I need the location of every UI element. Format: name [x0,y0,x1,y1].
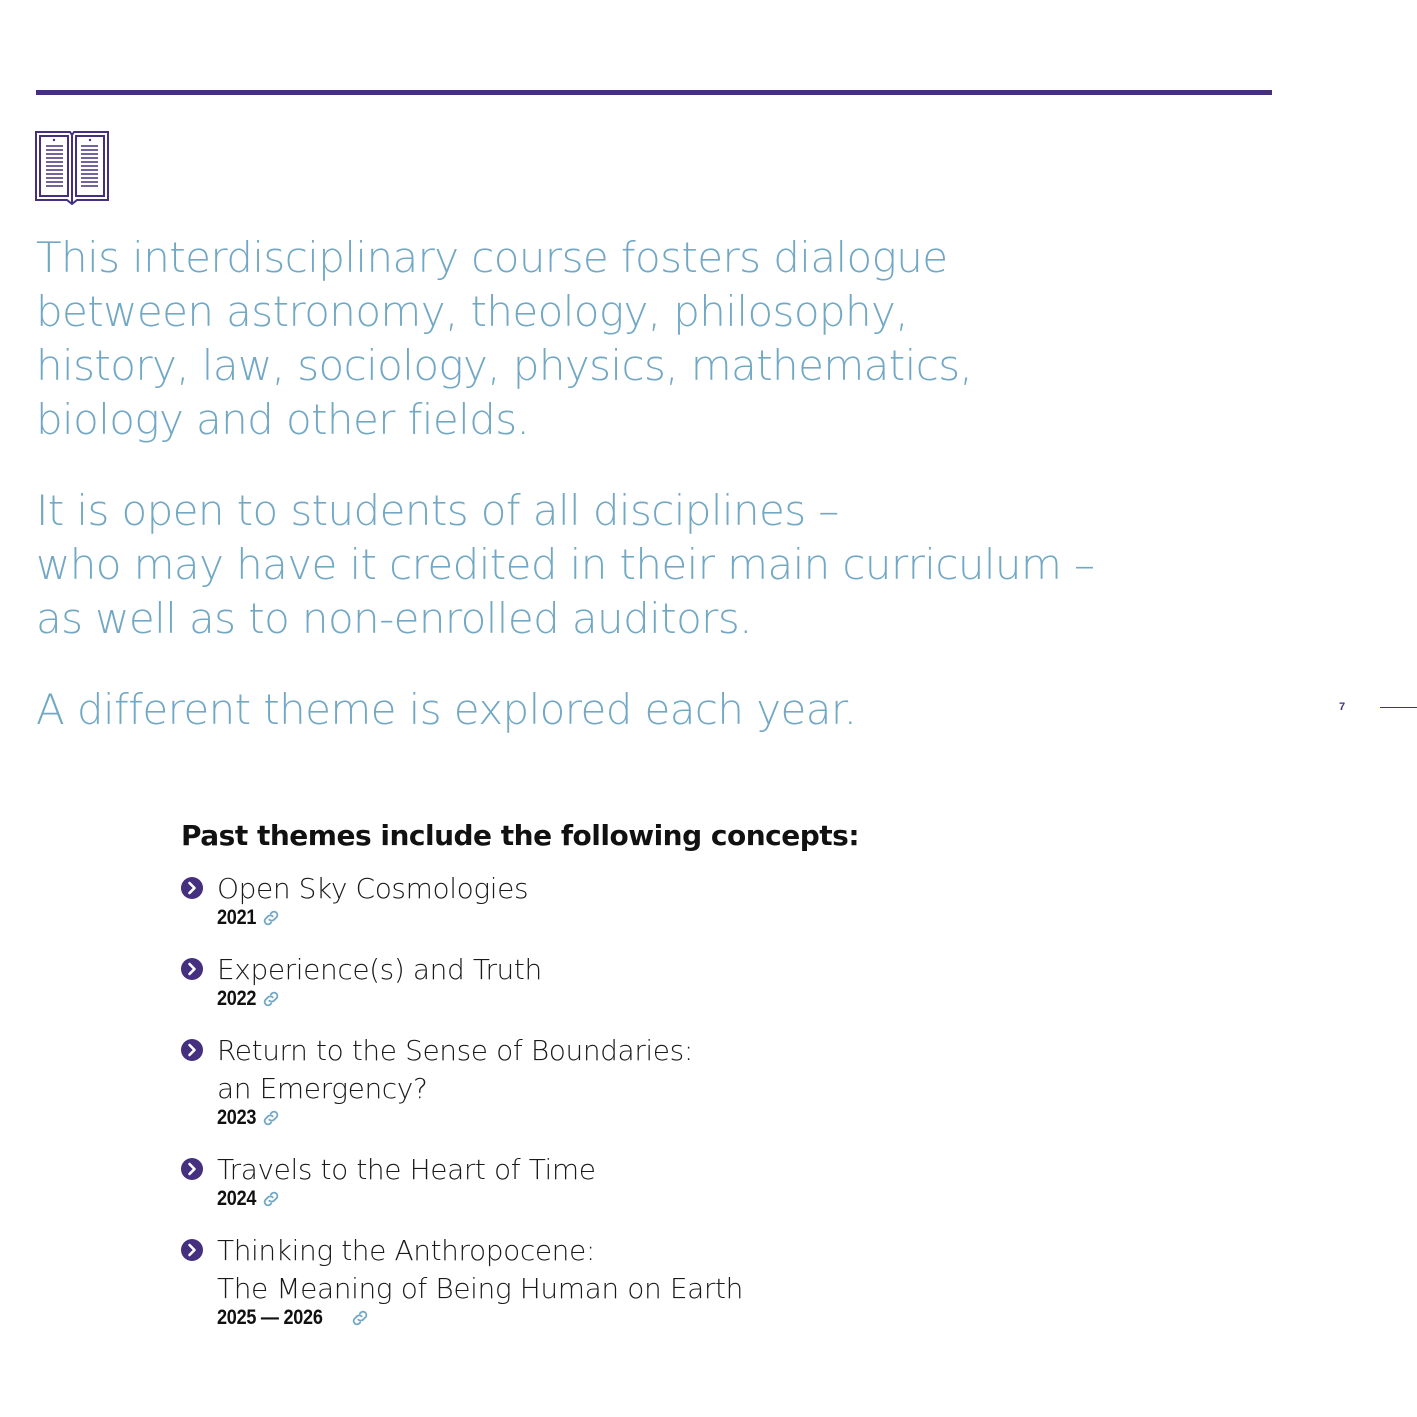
intro-line: A different theme is explored each year. [36,685,857,734]
chevron-right-circle-icon [181,1039,203,1061]
chevron-right-circle-icon [181,877,203,899]
intro-line: This interdisciplinary course fosters dialogue [36,233,948,282]
theme-title-line: an Emergency? [217,1072,428,1105]
theme-title-line: Open Sky Cosmologies [217,872,529,905]
theme-item-2021 [181,870,1081,931]
intro-line: who may have it credited in their main curriculum – [36,540,1095,589]
header-rule [36,90,1272,95]
theme-year-row [217,1105,1081,1131]
theme-year: 2024 [217,1187,257,1210]
theme-year: 2025 — 2026 [217,1306,323,1329]
intro-text [36,231,1236,737]
intro-line: It is open to students of all disciplines – [36,486,839,535]
theme-title [217,870,1081,908]
open-book-icon [35,131,109,206]
past-themes-list [181,870,1081,1331]
chevron-right-circle-icon [181,1239,203,1261]
link-icon[interactable] [261,989,281,1009]
theme-year-row [217,986,1081,1012]
intro-line: biology and other fields. [36,395,530,444]
theme-title-line: Return to the Sense of Boundaries: [217,1034,693,1067]
theme-title-line: Travels to the Heart of Time [217,1153,596,1186]
theme-title [217,1151,1081,1189]
theme-year-row [217,905,1081,931]
theme-title [217,1232,1081,1308]
past-themes-heading: Past themes include the following concepts: [181,819,860,852]
page-number: 7 [1339,701,1346,713]
link-icon[interactable] [261,1108,281,1128]
theme-title [217,1032,1081,1108]
theme-year-row [217,1186,1081,1212]
link-icon[interactable] [350,1308,370,1328]
theme-year: 2022 [217,987,257,1010]
theme-item-2024 [181,1151,1081,1212]
past-themes-section [181,818,1081,1331]
theme-year-row [217,1305,1081,1331]
intro-line: as well as to non-enrolled auditors. [36,594,752,643]
intro-paragraph [36,683,1236,737]
chevron-right-circle-icon [181,1158,203,1180]
theme-title-line: Experience(s) and Truth [217,953,542,986]
theme-item-2023 [181,1032,1081,1131]
intro-line: history, law, sociology, physics, mathematics, [36,341,973,390]
intro-paragraph [36,484,1236,646]
theme-year: 2021 [217,906,257,929]
theme-item-2022 [181,951,1081,1012]
intro-line: between astronomy, theology, philosophy, [36,287,909,336]
theme-item-2025-2026 [181,1232,1081,1331]
chevron-right-circle-icon [181,958,203,980]
intro-paragraph [36,231,1236,447]
theme-title-line: Thinking the Anthropocene: [217,1234,595,1267]
link-icon[interactable] [261,1189,281,1209]
page-number-rule [1380,707,1417,708]
theme-title [217,951,1081,989]
theme-title-line: The Meaning of Being Human on Earth [217,1272,743,1305]
theme-year: 2023 [217,1106,257,1129]
link-icon[interactable] [261,908,281,928]
